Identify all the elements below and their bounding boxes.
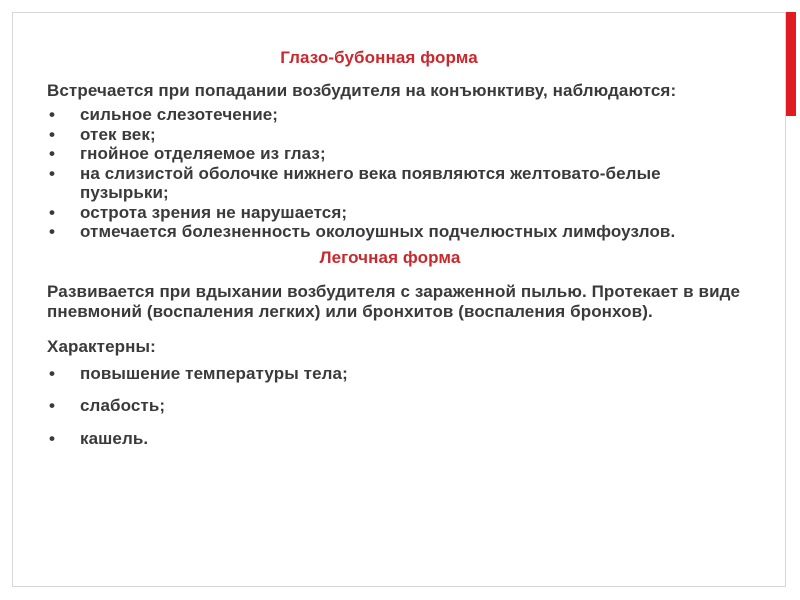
section2-intro: Развивается при вдыхании возбудителя с зараженной пылью. Протекает в виде пневмоний (воспаления легких) или бронхитов (воспаления бронхов). xyxy=(47,282,741,321)
bullet-icon: • xyxy=(49,363,56,383)
section2-list xyxy=(47,364,747,449)
list-item: • острота зрения не нарушается; xyxy=(49,202,348,222)
section-title-eye-bubonic: Глазо-бубонная форма xyxy=(280,48,478,67)
bullet-icon: • xyxy=(49,163,56,183)
section-title-pulmonary: Легочная форма xyxy=(319,247,461,267)
list-item: • повышение температуры тела; xyxy=(49,363,348,383)
list-item: • сильное слезотечение; xyxy=(49,105,279,124)
list-item: • на слизистой оболочке нижнего века появляются желтовато-белые пузырьки; xyxy=(49,163,661,202)
bullet-icon: • xyxy=(49,124,56,144)
list-item: • отек век; xyxy=(49,124,156,144)
section2-subheading: Характерны: xyxy=(47,337,156,356)
list-item: • отмечается болезненность околоушных подчелюстных лимфоузлов. xyxy=(49,222,676,241)
section1-intro: Встречается при попадании возбудителя на конъюнктиву, наблюдаются: xyxy=(47,80,677,100)
bullet-icon: • xyxy=(49,105,56,124)
bullet-icon: • xyxy=(49,144,56,163)
bullet-icon: • xyxy=(49,396,56,415)
slide-content xyxy=(47,40,747,448)
list-item: • гнойное отделяемое из глаз; xyxy=(49,144,326,163)
bullet-icon: • xyxy=(49,428,56,448)
bullet-icon: • xyxy=(49,202,56,222)
bullet-icon: • xyxy=(49,222,56,241)
list-item: • слабость; xyxy=(49,396,166,415)
red-accent-bar xyxy=(786,12,796,116)
list-item: • кашель. xyxy=(49,428,149,448)
section1-list xyxy=(47,105,747,242)
